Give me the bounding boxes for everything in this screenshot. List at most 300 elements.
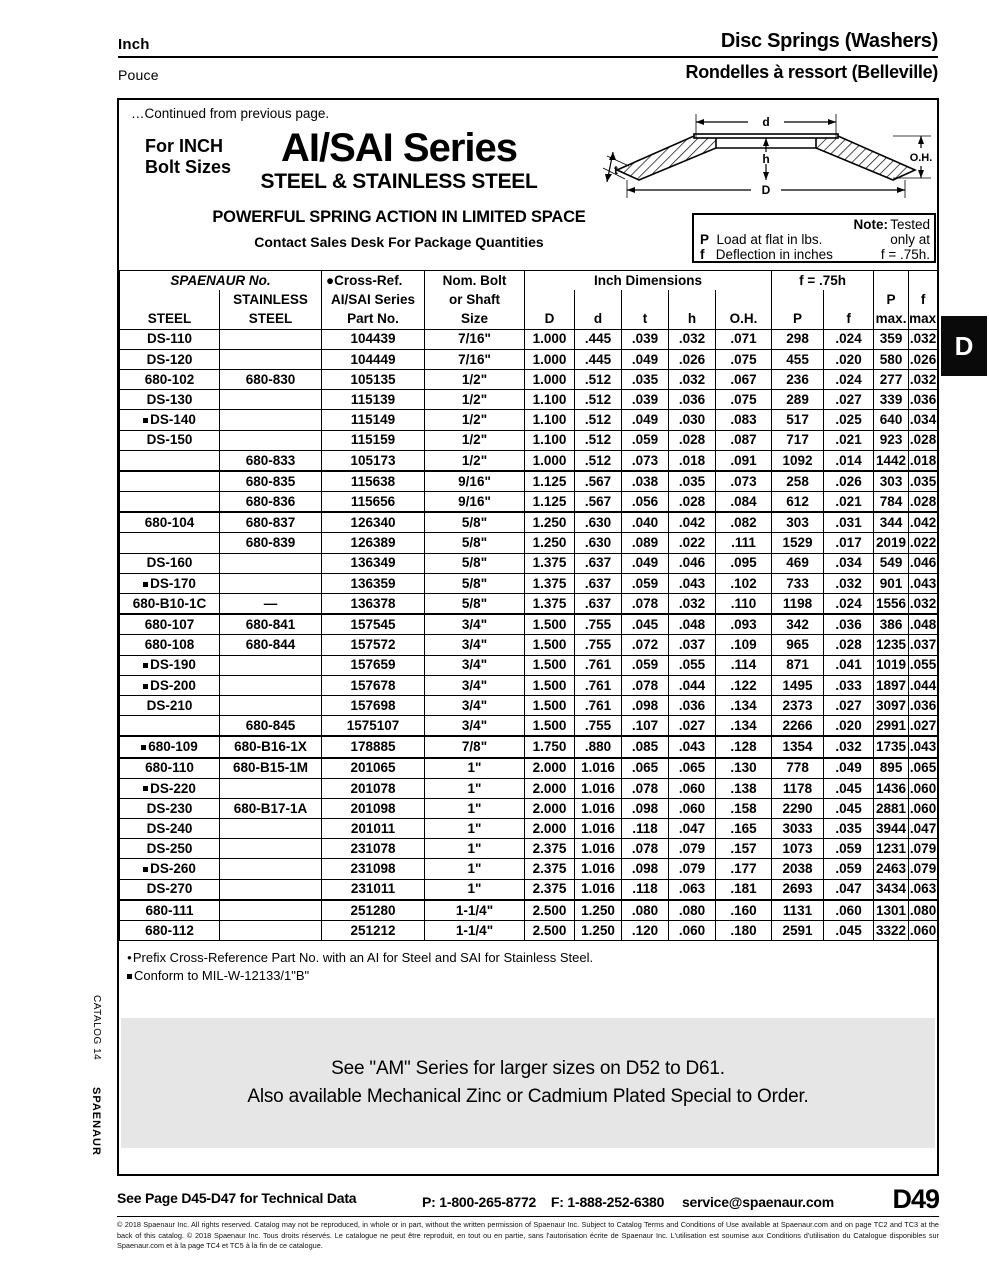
cell-stainless	[220, 819, 322, 839]
cell-fmax: .036	[909, 695, 938, 715]
cell-f: .041	[824, 655, 874, 675]
cell-D: 1.000	[525, 349, 575, 369]
cell-size: 3/4"	[425, 675, 525, 695]
cell-d: .512	[575, 450, 622, 471]
for-inch-line2: Bolt Sizes	[145, 156, 232, 177]
table-row	[120, 614, 938, 635]
cell-P: 236	[772, 369, 824, 389]
cell-d: 1.250	[575, 921, 622, 941]
tech-data-link[interactable]: See Page D45-D47 for Technical Data	[117, 1190, 357, 1206]
footnote-square-text: Conform to MIL-W-12133/1"B"	[134, 967, 310, 983]
cell-size: 3/4"	[425, 655, 525, 675]
cell-size: 3/4"	[425, 635, 525, 655]
cell-size: 5/8"	[425, 553, 525, 573]
table-row	[120, 553, 938, 573]
cell-steel: DS-110	[120, 329, 220, 349]
note-tested: Tested	[890, 217, 930, 232]
cell-h: .043	[669, 573, 716, 593]
cell-P: 298	[772, 329, 824, 349]
cell-D: 1.750	[525, 736, 575, 757]
cell-fmax: .048	[909, 614, 938, 635]
cell-P: 2290	[772, 798, 824, 818]
note-box	[692, 213, 936, 263]
cell-fmax: .065	[909, 758, 938, 779]
cell-pmax: 2463	[874, 859, 909, 879]
cell-steel	[120, 471, 220, 492]
table-row	[120, 778, 938, 798]
cell-d: .761	[575, 655, 622, 675]
cell-t: .059	[622, 655, 669, 675]
cell-h: .028	[669, 430, 716, 450]
cell-steel: DS-230	[120, 798, 220, 818]
cell-P: 717	[772, 430, 824, 450]
cell-steel: DS-170	[120, 573, 220, 593]
cell-steel: 680-112	[120, 921, 220, 941]
svg-text:D: D	[761, 183, 771, 197]
cell-pmax: 1556	[874, 594, 909, 615]
cell-stainless: 680-845	[220, 716, 322, 737]
cell-fmax: .043	[909, 573, 938, 593]
table-row	[120, 798, 938, 818]
cell-pmax: 640	[874, 410, 909, 430]
cell-steel: 680-109	[120, 736, 220, 757]
cell-d: .755	[575, 716, 622, 737]
cell-f: .031	[824, 512, 874, 533]
cell-size: 1-1/4"	[425, 921, 525, 941]
cell-f: .045	[824, 778, 874, 798]
header-row-french	[118, 62, 938, 83]
cell-f: .033	[824, 675, 874, 695]
th-stainless-l1: STAINLESS	[220, 290, 322, 309]
table-row	[120, 635, 938, 655]
cell-h: .028	[669, 492, 716, 513]
cell-part: 126340	[322, 512, 425, 533]
cell-f: .024	[824, 594, 874, 615]
cell-f: .028	[824, 635, 874, 655]
cell-pmax: 2881	[874, 798, 909, 818]
cell-stainless: 680-837	[220, 512, 322, 533]
cell-part: 157572	[322, 635, 425, 655]
table-row	[120, 594, 938, 615]
cell-fmax: .035	[909, 471, 938, 492]
cell-pmax: 1019	[874, 655, 909, 675]
footer-phone[interactable]: P: 1-800-265-8772	[422, 1194, 537, 1210]
cell-stainless: 680-B15-1M	[220, 758, 322, 779]
th-cross-ref: ●Cross-Ref.	[322, 271, 425, 291]
cell-f: .020	[824, 349, 874, 369]
cell-d: 1.016	[575, 758, 622, 779]
cell-stainless	[220, 410, 322, 430]
cell-stainless: 680-B16-1X	[220, 736, 322, 757]
cell-t: .080	[622, 900, 669, 921]
cell-oh: .083	[716, 410, 772, 430]
cell-pmax: 580	[874, 349, 909, 369]
cell-size: 3/4"	[425, 695, 525, 715]
section-tab-d[interactable]: D	[941, 316, 987, 376]
th-col-h: h	[669, 309, 716, 329]
cell-steel: 680-107	[120, 614, 220, 635]
cell-D: 2.500	[525, 921, 575, 941]
cell-f: .049	[824, 758, 874, 779]
cell-f: .032	[824, 573, 874, 593]
for-inch-line1: For INCH	[145, 136, 223, 156]
cell-pmax: 1436	[874, 778, 909, 798]
cell-oh: .067	[716, 369, 772, 389]
cell-oh: .082	[716, 512, 772, 533]
header-unit-pouce: Pouce	[118, 67, 159, 83]
sales-desk-note: Contact Sales Desk For Package Quantities	[254, 234, 544, 250]
cell-oh: .177	[716, 859, 772, 879]
table-row	[120, 695, 938, 715]
cell-pmax: 1442	[874, 450, 909, 471]
cell-fmax: .060	[909, 921, 938, 941]
th-d-blank	[525, 290, 575, 309]
cell-oh: .157	[716, 839, 772, 859]
cell-oh: .114	[716, 655, 772, 675]
cell-d: .630	[575, 512, 622, 533]
cell-t: .098	[622, 798, 669, 818]
header-unit-inch: Inch	[118, 36, 150, 53]
cell-stainless: 680-844	[220, 635, 322, 655]
copyright-french: © 2018 Spaenaur Inc. Tous droits réservés. Le catalogue ne peut être reproduit, en tout ou en partie, sans l'autorisation écrite de Spaenaur Inc. L'utilisation est soumise aux Conditions d'utilisation du Catalogue disponibles sur Spaenaur.com et à la page TC4 et TC5 à la fin de ce catalogue.	[117, 1230, 939, 1251]
th-pmax-l1: P	[874, 290, 909, 309]
cell-P: 1073	[772, 839, 824, 859]
cell-d: .512	[575, 410, 622, 430]
cell-D: 1.000	[525, 369, 575, 389]
cell-t: .118	[622, 879, 669, 900]
cell-t: .098	[622, 695, 669, 715]
cell-d: .637	[575, 553, 622, 573]
cell-size: 1/2"	[425, 410, 525, 430]
th-f-75h: f = .75h	[772, 271, 874, 291]
cell-f: .014	[824, 450, 874, 471]
cell-fmax: .044	[909, 675, 938, 695]
cell-t: .049	[622, 410, 669, 430]
cell-d: .630	[575, 533, 622, 553]
th-dd-blank	[575, 290, 622, 309]
cell-f: .060	[824, 900, 874, 921]
cell-D: 2.000	[525, 758, 575, 779]
cell-h: .030	[669, 410, 716, 430]
cell-steel: 680-B10-1C	[120, 594, 220, 615]
cell-t: .049	[622, 553, 669, 573]
cell-stainless	[220, 553, 322, 573]
content-frame	[117, 98, 939, 1176]
cell-size: 1/2"	[425, 430, 525, 450]
cell-P: 1092	[772, 450, 824, 471]
th-spaenaur-no: SPAENAUR No.	[120, 271, 322, 291]
cell-P: 455	[772, 349, 824, 369]
cell-D: 1.500	[525, 614, 575, 635]
footer-email[interactable]: service@spaenaur.com	[681, 1194, 835, 1210]
note-p-text: Load at flat in lbs.	[716, 232, 823, 247]
cell-steel: DS-150	[120, 430, 220, 450]
th-steel-blank	[120, 290, 220, 309]
cell-part: 178885	[322, 736, 425, 757]
cell-f: .027	[824, 390, 874, 410]
cell-D: 1.500	[525, 655, 575, 675]
cell-fmax: .046	[909, 553, 938, 573]
cell-part: 231078	[322, 839, 425, 859]
cell-d: .637	[575, 594, 622, 615]
page-number: D49	[892, 1184, 939, 1214]
cell-size: 1/2"	[425, 369, 525, 389]
cell-P: 342	[772, 614, 824, 635]
cell-fmax: .028	[909, 492, 938, 513]
cell-t: .078	[622, 839, 669, 859]
th-stainless-steel: STEEL	[220, 309, 322, 329]
cell-t: .072	[622, 635, 669, 655]
cell-h: .060	[669, 778, 716, 798]
cell-part: 104439	[322, 329, 425, 349]
cell-pmax: 549	[874, 553, 909, 573]
cell-t: .059	[622, 573, 669, 593]
cell-fmax: .047	[909, 819, 938, 839]
footer-contacts	[422, 1194, 834, 1210]
cell-P: 289	[772, 390, 824, 410]
cell-pmax: 784	[874, 492, 909, 513]
cell-part: 136349	[322, 553, 425, 573]
table-row	[120, 655, 938, 675]
table-row	[120, 736, 938, 757]
cell-P: 1354	[772, 736, 824, 757]
table-row	[120, 329, 938, 349]
cell-pmax: 303	[874, 471, 909, 492]
note-f-symbol: f	[700, 247, 705, 262]
table-row	[120, 879, 938, 900]
cell-size: 9/16"	[425, 471, 525, 492]
cell-steel: DS-220	[120, 778, 220, 798]
cell-steel	[120, 533, 220, 553]
cell-size: 1"	[425, 778, 525, 798]
cell-steel: 680-102	[120, 369, 220, 389]
cell-pmax: 1301	[874, 900, 909, 921]
cell-P: 965	[772, 635, 824, 655]
cell-part: 231098	[322, 859, 425, 879]
cell-d: 1.016	[575, 859, 622, 879]
cell-f: .020	[824, 716, 874, 737]
cell-d: 1.016	[575, 778, 622, 798]
th-col-t: t	[622, 309, 669, 329]
svg-text:h: h	[762, 152, 770, 166]
series-title: AI/SAI Series	[280, 126, 517, 170]
footer-fax: F: 1-888-252-6380	[550, 1194, 665, 1210]
cell-d: 1.016	[575, 819, 622, 839]
cell-size: 5/8"	[425, 573, 525, 593]
grey-note-line2: Also available Mechanical Zinc or Cadmium Plated Special to Order.	[247, 1086, 809, 1107]
cell-size: 1-1/4"	[425, 900, 525, 921]
cell-t: .039	[622, 390, 669, 410]
cell-fmax: .060	[909, 778, 938, 798]
cell-h: .018	[669, 450, 716, 471]
cell-oh: .134	[716, 695, 772, 715]
cell-t: .040	[622, 512, 669, 533]
cell-pmax: 1735	[874, 736, 909, 757]
cell-d: .761	[575, 675, 622, 695]
svg-text:O.H.: O.H.	[909, 152, 933, 164]
cell-fmax: .018	[909, 450, 938, 471]
cell-D: 1.375	[525, 553, 575, 573]
cell-h: .079	[669, 839, 716, 859]
svg-text:d: d	[762, 115, 770, 129]
copyright-english: © 2018 Spaenaur Inc. All rights reserved. Catalog may not be reproduced, in whole or in part, without the written permission of Spaenaur Inc. Subject to Catalog Terms and Conditions of Use available at Spaenaur.com and on page TC2 and TC3 at the back of this catalog.	[117, 1220, 939, 1240]
header-divider	[118, 56, 938, 58]
cell-steel: 680-110	[120, 758, 220, 779]
cell-oh: .071	[716, 329, 772, 349]
cell-f: .059	[824, 859, 874, 879]
cell-fmax: .037	[909, 635, 938, 655]
cell-f: .017	[824, 533, 874, 553]
cell-steel: DS-240	[120, 819, 220, 839]
header-row-english	[118, 30, 938, 53]
cell-fmax: .063	[909, 879, 938, 900]
cell-h: .032	[669, 594, 716, 615]
cell-d: 1.016	[575, 798, 622, 818]
cell-D: 1.250	[525, 533, 575, 553]
cell-pmax: 359	[874, 329, 909, 349]
cell-oh: .110	[716, 594, 772, 615]
cell-oh: .087	[716, 430, 772, 450]
cell-D: 1.100	[525, 390, 575, 410]
cell-oh: .091	[716, 450, 772, 471]
cell-f: .025	[824, 410, 874, 430]
cell-fmax: .055	[909, 655, 938, 675]
cell-size: 7/8"	[425, 736, 525, 757]
cell-fmax: .034	[909, 410, 938, 430]
table-row	[120, 390, 938, 410]
cell-P: 871	[772, 655, 824, 675]
table-row	[120, 471, 938, 492]
cell-stainless: 680-B17-1A	[220, 798, 322, 818]
th-inch-dimensions: Inch Dimensions	[525, 271, 772, 291]
cell-part: 105173	[322, 450, 425, 471]
cell-D: 1.375	[525, 594, 575, 615]
cell-t: .038	[622, 471, 669, 492]
cell-size: 1"	[425, 798, 525, 818]
cell-D: 1.500	[525, 716, 575, 737]
cell-pmax: 2991	[874, 716, 909, 737]
cell-h: .079	[669, 859, 716, 879]
cell-h: .036	[669, 390, 716, 410]
cell-h: .044	[669, 675, 716, 695]
cell-D: 1.250	[525, 512, 575, 533]
cell-fmax: .060	[909, 798, 938, 818]
table-row	[120, 819, 938, 839]
cell-d: 1.016	[575, 879, 622, 900]
footnote-dot-text: Prefix Cross-Reference Part No. with an AI for Steel and SAI for Stainless Steel.	[132, 950, 594, 965]
cell-h: .035	[669, 471, 716, 492]
cell-pmax: 2019	[874, 533, 909, 553]
cell-part: 201065	[322, 758, 425, 779]
svg-text:t: t	[614, 163, 618, 177]
cell-d: .445	[575, 329, 622, 349]
page-footer	[117, 1184, 939, 1252]
cell-fmax: .022	[909, 533, 938, 553]
mil-spec-square-icon	[143, 418, 148, 423]
cell-d: 1.016	[575, 839, 622, 859]
cell-pmax: 923	[874, 430, 909, 450]
cell-size: 5/8"	[425, 594, 525, 615]
cell-part: 115139	[322, 390, 425, 410]
cell-d: .761	[575, 695, 622, 715]
table-row	[120, 716, 938, 737]
header-row-sub	[120, 290, 938, 309]
cell-d: 1.250	[575, 900, 622, 921]
cell-size: 7/16"	[425, 349, 525, 369]
cell-f: .024	[824, 329, 874, 349]
table-row	[120, 758, 938, 779]
cell-part: 136359	[322, 573, 425, 593]
cell-pmax: 1235	[874, 635, 909, 655]
cell-f: .045	[824, 921, 874, 941]
th-col-pmax-l2: max.	[874, 309, 909, 329]
cell-oh: .160	[716, 900, 772, 921]
cell-fmax: .032	[909, 329, 938, 349]
footer-contact-line	[117, 1184, 939, 1214]
cell-oh: .109	[716, 635, 772, 655]
cell-size: 3/4"	[425, 716, 525, 737]
cell-f: .024	[824, 369, 874, 389]
cell-part: 201078	[322, 778, 425, 798]
continued-note: …Continued from previous page.	[131, 106, 330, 121]
mil-spec-square-icon	[143, 867, 148, 872]
cell-pmax: 3434	[874, 879, 909, 900]
cell-size: 5/8"	[425, 533, 525, 553]
cell-P: 517	[772, 410, 824, 430]
cell-h: .032	[669, 369, 716, 389]
note-only-at: only at	[890, 232, 930, 247]
cell-size: 1"	[425, 758, 525, 779]
cell-pmax: 386	[874, 614, 909, 635]
cell-t: .078	[622, 778, 669, 798]
cell-size: 1"	[425, 859, 525, 879]
th-fmax-blank	[909, 271, 938, 291]
cell-h: .036	[669, 695, 716, 715]
cell-stainless	[220, 573, 322, 593]
cell-stainless	[220, 879, 322, 900]
cell-stainless: 680-833	[220, 450, 322, 471]
table-row	[120, 839, 938, 859]
cell-D: 2.375	[525, 839, 575, 859]
cell-P: 733	[772, 573, 824, 593]
cell-D: 2.000	[525, 819, 575, 839]
th-size: Size	[425, 309, 525, 329]
cell-oh: .093	[716, 614, 772, 635]
cell-P: 469	[772, 553, 824, 573]
cell-fmax: .079	[909, 839, 938, 859]
cell-D: 2.375	[525, 879, 575, 900]
th-nom-bolt-l1: Nom. Bolt	[425, 271, 525, 291]
cell-h: .063	[669, 879, 716, 900]
cell-stainless	[220, 655, 322, 675]
cell-part: 231011	[322, 879, 425, 900]
cell-P: 2038	[772, 859, 824, 879]
cell-oh: .075	[716, 390, 772, 410]
cell-oh: .122	[716, 675, 772, 695]
cell-t: .056	[622, 492, 669, 513]
cell-d: .512	[575, 369, 622, 389]
th-t-blank	[622, 290, 669, 309]
cell-oh: .111	[716, 533, 772, 553]
cell-fmax: .026	[909, 349, 938, 369]
cell-steel: DS-210	[120, 695, 220, 715]
cell-h: .055	[669, 655, 716, 675]
cell-D: 2.000	[525, 778, 575, 798]
cell-f: .059	[824, 839, 874, 859]
cell-oh: .181	[716, 879, 772, 900]
cell-f: .036	[824, 614, 874, 635]
cell-fmax: .080	[909, 900, 938, 921]
